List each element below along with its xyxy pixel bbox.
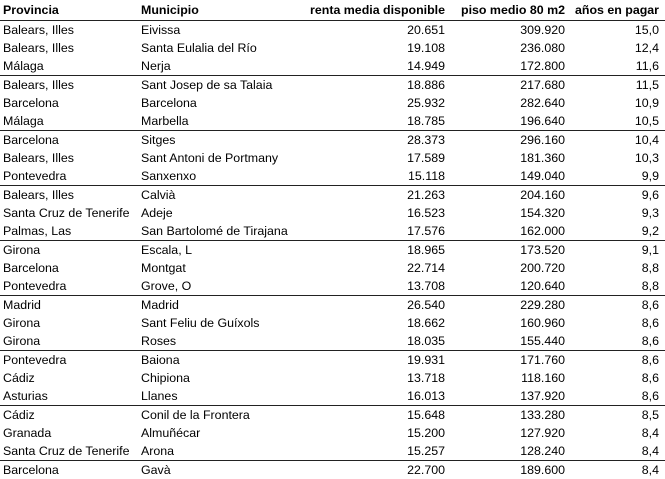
cell-renta: 19.108: [306, 39, 448, 57]
cell-municipio: Llanes: [138, 387, 306, 406]
cell-piso: 217.680: [448, 76, 568, 95]
table-row: [0, 39, 665, 57]
cell-renta: 21.263: [306, 186, 448, 205]
cell-renta: 22.700: [306, 461, 448, 479]
cell-renta: 15.118: [306, 167, 448, 186]
cell-anos: 8,6: [568, 296, 665, 315]
cell-provincia: Pontevedra: [0, 351, 138, 370]
cell-piso: 160.960: [448, 314, 568, 332]
cell-anos: 8,4: [568, 442, 665, 461]
cell-anos: 10,9: [568, 94, 665, 112]
cell-piso: 196.640: [448, 112, 568, 131]
cell-municipio: Grove, O: [138, 277, 306, 296]
cell-renta: 13.718: [306, 369, 448, 387]
cell-municipio: Adeje: [138, 204, 306, 222]
cell-anos: 10,3: [568, 149, 665, 167]
cell-provincia: Santa Cruz de Tenerife: [0, 442, 138, 461]
cell-renta: 15.200: [306, 424, 448, 442]
cell-piso: 137.920: [448, 387, 568, 406]
table-row: [0, 76, 665, 95]
cell-municipio: Sant Antoni de Portmany: [138, 149, 306, 167]
cell-piso: 162.000: [448, 222, 568, 241]
header-row: [0, 0, 665, 21]
cell-piso: 149.040: [448, 167, 568, 186]
cell-anos: 11,6: [568, 57, 665, 76]
table-row: [0, 131, 665, 150]
cell-provincia: Girona: [0, 314, 138, 332]
cell-provincia: Balears, Illes: [0, 39, 138, 57]
cell-municipio: Sanxenxo: [138, 167, 306, 186]
cell-municipio: Sant Josep de sa Talaia: [138, 76, 306, 95]
table-row: [0, 259, 665, 277]
table-row: [0, 167, 665, 186]
cell-municipio: Gavà: [138, 461, 306, 479]
table-row: [0, 277, 665, 296]
cell-piso: 189.600: [448, 461, 568, 479]
cell-anos: 8,6: [568, 351, 665, 370]
cell-piso: 229.280: [448, 296, 568, 315]
cell-provincia: Balears, Illes: [0, 186, 138, 205]
cell-anos: 9,1: [568, 241, 665, 260]
cell-anos: 9,2: [568, 222, 665, 241]
cell-provincia: Pontevedra: [0, 167, 138, 186]
cell-anos: 8,6: [568, 387, 665, 406]
cell-piso: 133.280: [448, 406, 568, 425]
table-body: [0, 21, 665, 479]
cell-provincia: Barcelona: [0, 94, 138, 112]
cell-anos: 12,4: [568, 39, 665, 57]
cell-renta: 20.651: [306, 21, 448, 40]
table-row: [0, 112, 665, 131]
cell-municipio: Sant Feliu de Guíxols: [138, 314, 306, 332]
cell-municipio: Eivissa: [138, 21, 306, 40]
table-row: [0, 21, 665, 40]
cell-piso: 120.640: [448, 277, 568, 296]
cell-anos: 10,5: [568, 112, 665, 131]
cell-anos: 8,6: [568, 332, 665, 351]
table-row: [0, 442, 665, 461]
cell-municipio: San Bartolomé de Tirajana: [138, 222, 306, 241]
cell-municipio: Montgat: [138, 259, 306, 277]
table-row: [0, 424, 665, 442]
cell-renta: 18.965: [306, 241, 448, 260]
table-row: [0, 186, 665, 205]
cell-anos: 10,4: [568, 131, 665, 150]
table-row: [0, 149, 665, 167]
cell-provincia: Balears, Illes: [0, 76, 138, 95]
cell-provincia: Asturias: [0, 387, 138, 406]
cell-piso: 200.720: [448, 259, 568, 277]
cell-renta: 18.035: [306, 332, 448, 351]
cell-renta: 17.589: [306, 149, 448, 167]
cell-municipio: Almuñécar: [138, 424, 306, 442]
cell-renta: 18.785: [306, 112, 448, 131]
cell-anos: 8,5: [568, 406, 665, 425]
cell-municipio: Roses: [138, 332, 306, 351]
cell-renta: 18.662: [306, 314, 448, 332]
cell-anos: 8,6: [568, 369, 665, 387]
cell-anos: 9,9: [568, 167, 665, 186]
cell-provincia: Barcelona: [0, 131, 138, 150]
cell-anos: 8,8: [568, 277, 665, 296]
cell-renta: 14.949: [306, 57, 448, 76]
header-renta: renta media disponible: [306, 0, 448, 21]
table-row: [0, 369, 665, 387]
cell-piso: 204.160: [448, 186, 568, 205]
header-municipio: Municipio: [138, 0, 306, 21]
cell-renta: 17.576: [306, 222, 448, 241]
cell-renta: 15.648: [306, 406, 448, 425]
cell-renta: 18.886: [306, 76, 448, 95]
cell-provincia: Cádiz: [0, 406, 138, 425]
cell-piso: 296.160: [448, 131, 568, 150]
cell-piso: 128.240: [448, 442, 568, 461]
table-row: [0, 94, 665, 112]
table-row: [0, 57, 665, 76]
cell-piso: 127.920: [448, 424, 568, 442]
table-row: [0, 204, 665, 222]
cell-provincia: Barcelona: [0, 461, 138, 479]
cell-renta: 16.013: [306, 387, 448, 406]
table-row: [0, 387, 665, 406]
cell-renta: 26.540: [306, 296, 448, 315]
cell-anos: 11,5: [568, 76, 665, 95]
cell-provincia: Santa Cruz de Tenerife: [0, 204, 138, 222]
cell-municipio: Calvià: [138, 186, 306, 205]
cell-piso: 309.920: [448, 21, 568, 40]
cell-provincia: Madrid: [0, 296, 138, 315]
cell-piso: 155.440: [448, 332, 568, 351]
cell-piso: 172.800: [448, 57, 568, 76]
cell-renta: 19.931: [306, 351, 448, 370]
cell-municipio: Barcelona: [138, 94, 306, 112]
cell-renta: 15.257: [306, 442, 448, 461]
table-row: [0, 461, 665, 479]
table-row: [0, 241, 665, 260]
cell-municipio: Santa Eulalia del Río: [138, 39, 306, 57]
cell-renta: 25.932: [306, 94, 448, 112]
cell-provincia: Pontevedra: [0, 277, 138, 296]
cell-municipio: Marbella: [138, 112, 306, 131]
cell-piso: 171.760: [448, 351, 568, 370]
header-piso: piso medio 80 m2: [448, 0, 568, 21]
cell-anos: 8,8: [568, 259, 665, 277]
cell-provincia: Girona: [0, 332, 138, 351]
cell-provincia: Cádiz: [0, 369, 138, 387]
cell-piso: 154.320: [448, 204, 568, 222]
cell-piso: 181.360: [448, 149, 568, 167]
table-row: [0, 314, 665, 332]
cell-municipio: Madrid: [138, 296, 306, 315]
cell-renta: 16.523: [306, 204, 448, 222]
cell-piso: 236.080: [448, 39, 568, 57]
cell-piso: 173.520: [448, 241, 568, 260]
cell-provincia: Balears, Illes: [0, 21, 138, 40]
cell-piso: 118.160: [448, 369, 568, 387]
table-row: [0, 351, 665, 370]
cell-provincia: Balears, Illes: [0, 149, 138, 167]
cell-renta: 13.708: [306, 277, 448, 296]
cell-municipio: Escala, L: [138, 241, 306, 260]
cell-anos: 9,6: [568, 186, 665, 205]
cell-provincia: Barcelona: [0, 259, 138, 277]
table-row: [0, 332, 665, 351]
table-row: [0, 296, 665, 315]
cell-anos: 8,6: [568, 314, 665, 332]
cell-anos: 15,0: [568, 21, 665, 40]
table-row: [0, 222, 665, 241]
cell-municipio: Chipiona: [138, 369, 306, 387]
cell-renta: 28.373: [306, 131, 448, 150]
cell-piso: 282.640: [448, 94, 568, 112]
table-row: [0, 406, 665, 425]
cell-anos: 9,3: [568, 204, 665, 222]
cell-anos: 8,4: [568, 461, 665, 479]
cell-provincia: Palmas, Las: [0, 222, 138, 241]
cell-renta: 22.714: [306, 259, 448, 277]
cell-provincia: Girona: [0, 241, 138, 260]
cell-municipio: Nerja: [138, 57, 306, 76]
header-provincia: Provincia: [0, 0, 138, 21]
cell-municipio: Conil de la Frontera: [138, 406, 306, 425]
cell-municipio: Sitges: [138, 131, 306, 150]
cell-provincia: Málaga: [0, 57, 138, 76]
cell-provincia: Málaga: [0, 112, 138, 131]
cell-provincia: Granada: [0, 424, 138, 442]
cell-anos: 8,4: [568, 424, 665, 442]
cell-municipio: Baiona: [138, 351, 306, 370]
header-anos: años en pagar: [568, 0, 665, 21]
cell-municipio: Arona: [138, 442, 306, 461]
